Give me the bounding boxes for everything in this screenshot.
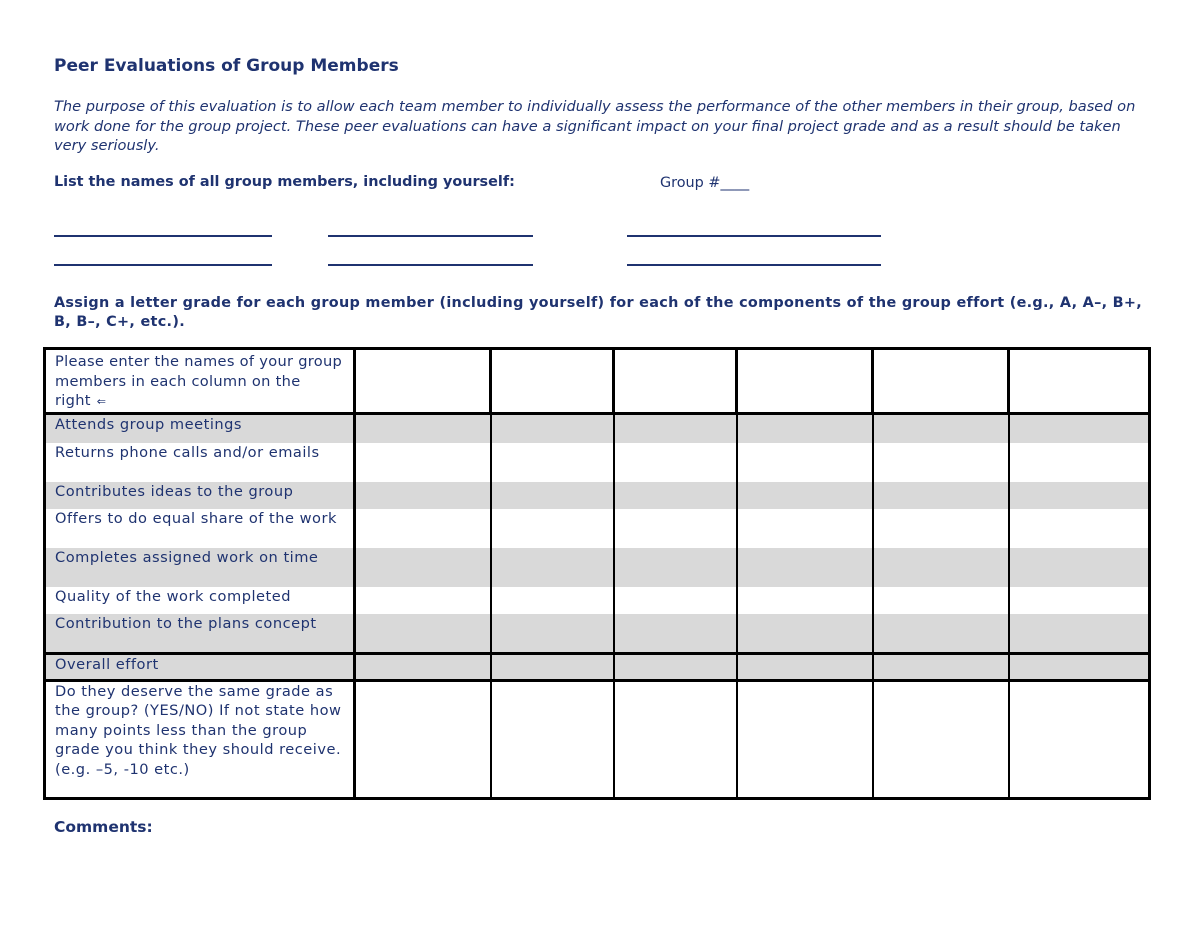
grade-cell[interactable]	[491, 548, 614, 587]
grade-cell[interactable]	[737, 413, 873, 443]
member-name-line-2[interactable]	[328, 235, 533, 237]
grade-cell[interactable]	[614, 548, 737, 587]
grading-instruction: Assign a letter grade for each group member (including yourself) for each of the components of the group effort (e.g., A, A–, B+, B, B–, C+, etc.).	[54, 295, 1143, 330]
grade-cell[interactable]	[614, 443, 737, 482]
grade-cell[interactable]	[1009, 413, 1150, 443]
grade-cell[interactable]	[873, 653, 1009, 680]
answer-cell[interactable]	[737, 680, 873, 798]
grade-cell[interactable]	[614, 482, 737, 509]
grade-cell[interactable]	[737, 548, 873, 587]
member-name-cell[interactable]	[873, 349, 1009, 414]
grade-cell[interactable]	[873, 413, 1009, 443]
grade-cell[interactable]	[355, 443, 491, 482]
criterion-label: Quality of the work completed	[45, 587, 355, 614]
answer-cell[interactable]	[491, 680, 614, 798]
grade-cell[interactable]	[355, 548, 491, 587]
answer-cell[interactable]	[1009, 680, 1150, 798]
header-instruction-text: Please enter the names of your group members in each column on the right	[55, 353, 343, 409]
answer-cell[interactable]	[614, 680, 737, 798]
criterion-label: Returns phone calls and/or emails	[45, 443, 355, 482]
answer-cell[interactable]	[355, 680, 491, 798]
comments-label: Comments:	[54, 818, 153, 836]
criterion-label: Contribution to the plans concept	[45, 614, 355, 653]
member-name-line-1[interactable]	[54, 235, 272, 237]
grade-cell[interactable]	[1009, 614, 1150, 653]
member-name-cell[interactable]	[614, 349, 737, 414]
grade-cell[interactable]	[491, 509, 614, 548]
grade-cell[interactable]	[355, 587, 491, 614]
member-name-line-3[interactable]	[627, 235, 881, 237]
grade-cell[interactable]	[737, 653, 873, 680]
overall-effort-label: Overall effort	[45, 653, 355, 680]
grade-cell[interactable]	[355, 653, 491, 680]
grade-cell[interactable]	[614, 509, 737, 548]
grade-cell[interactable]	[491, 587, 614, 614]
grade-cell[interactable]	[873, 482, 1009, 509]
grade-cell[interactable]	[873, 587, 1009, 614]
intro-paragraph: The purpose of this evaluation is to allow each team member to individually assess the performance of the other members in their group, based on work done for the group project. These peer evaluations can have a significant impact on your final project grade and as a result should be taken very seriously.	[54, 98, 1136, 154]
answer-cell[interactable]	[873, 680, 1009, 798]
grade-cell[interactable]	[491, 413, 614, 443]
member-name-cell[interactable]	[737, 349, 873, 414]
criterion-label: Completes assigned work on time	[45, 548, 355, 587]
member-name-cell[interactable]	[355, 349, 491, 414]
grade-cell[interactable]	[873, 614, 1009, 653]
grade-cell[interactable]	[355, 413, 491, 443]
grade-cell[interactable]	[737, 614, 873, 653]
group-number-field[interactable]: Group #____	[660, 175, 750, 191]
grade-cell[interactable]	[355, 614, 491, 653]
member-list-label: List the names of all group members, including yourself:	[54, 174, 515, 190]
grade-cell[interactable]	[1009, 548, 1150, 587]
same-grade-question: Do they deserve the same grade as the group? (YES/NO) If not state how many points less than the group grade you think they should receive. (e.g. –5, -10 etc.)	[45, 680, 355, 798]
member-name-line-4[interactable]	[54, 264, 272, 266]
member-name-cell[interactable]	[491, 349, 614, 414]
grade-cell[interactable]	[614, 413, 737, 443]
grade-cell[interactable]	[614, 614, 737, 653]
grade-cell[interactable]	[1009, 443, 1150, 482]
grade-cell[interactable]	[614, 587, 737, 614]
member-name-line-6[interactable]	[627, 264, 881, 266]
grade-cell[interactable]	[873, 509, 1009, 548]
grade-cell[interactable]	[873, 443, 1009, 482]
grade-cell[interactable]	[355, 482, 491, 509]
arrow-left-icon: ⇐	[96, 395, 107, 408]
grade-cell[interactable]	[737, 443, 873, 482]
grade-cell[interactable]	[491, 482, 614, 509]
criterion-label: Attends group meetings	[45, 413, 355, 443]
header-instruction-cell	[45, 349, 355, 414]
criterion-label: Offers to do equal share of the work	[45, 509, 355, 548]
grade-cell[interactable]	[491, 614, 614, 653]
grade-cell[interactable]	[1009, 653, 1150, 680]
grade-cell[interactable]	[1009, 587, 1150, 614]
member-name-line-5[interactable]	[328, 264, 533, 266]
grade-cell[interactable]	[614, 653, 737, 680]
grade-cell[interactable]	[491, 653, 614, 680]
grade-cell[interactable]	[1009, 482, 1150, 509]
grade-cell[interactable]	[491, 443, 614, 482]
page-title: Peer Evaluations of Group Members	[54, 56, 399, 76]
grade-cell[interactable]	[1009, 509, 1150, 548]
peer-evaluation-table	[43, 347, 1151, 800]
grade-cell[interactable]	[737, 509, 873, 548]
grade-cell[interactable]	[873, 548, 1009, 587]
grade-cell[interactable]	[355, 509, 491, 548]
grade-cell[interactable]	[737, 587, 873, 614]
criterion-label: Contributes ideas to the group	[45, 482, 355, 509]
grade-cell[interactable]	[737, 482, 873, 509]
member-name-cell[interactable]	[1009, 349, 1150, 414]
